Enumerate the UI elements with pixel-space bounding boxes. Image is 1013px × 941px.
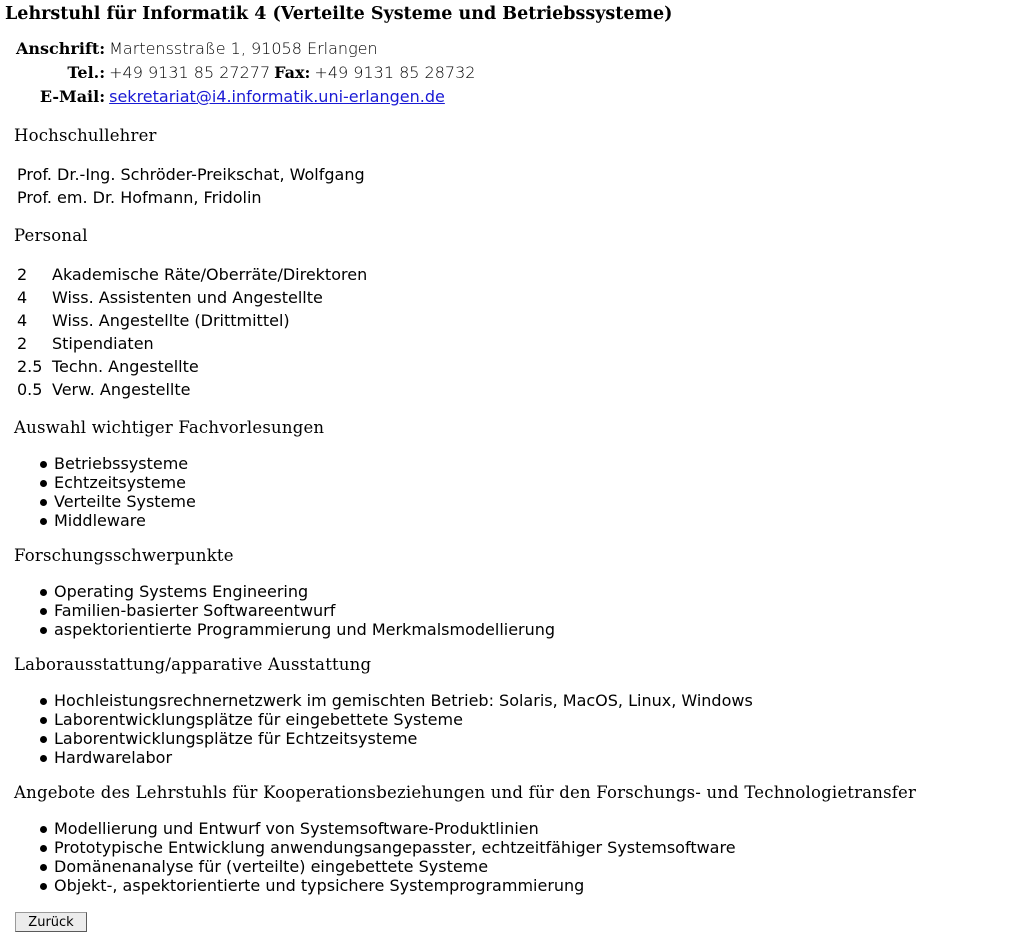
list-item: Domänenanalyse für (verteilte) eingebettete Systeme <box>38 857 736 876</box>
email-link[interactable]: sekretariat@i4.informatik.uni-erlangen.de <box>109 87 445 106</box>
staff-heading: Personal <box>14 226 88 245</box>
offers-list <box>38 819 736 895</box>
fax-value: +49 9131 85 28732 <box>314 63 476 82</box>
staff-label: Wiss. Angestellte (Drittmittel) <box>52 311 290 330</box>
staff-row <box>14 332 370 355</box>
staff-label: Wiss. Assistenten und Angestellte <box>52 288 323 307</box>
staff-count: 2 <box>17 334 28 353</box>
research-list <box>38 582 555 639</box>
list-item: Laborentwicklungsplätze für eingebettete Systeme <box>38 710 753 729</box>
staff-row <box>14 378 370 401</box>
staff-count: 4 <box>17 288 28 307</box>
staff-count: 4 <box>17 311 28 330</box>
list-item: Betriebssysteme <box>38 454 196 473</box>
staff-row <box>14 263 370 286</box>
staff-count: 2.5 <box>17 357 43 376</box>
contact-table <box>14 37 477 109</box>
staff-label: Akademische Räte/Oberräte/Direktoren <box>52 265 368 284</box>
email-label: E-Mail: <box>39 87 106 106</box>
staff-row <box>14 286 370 309</box>
lectures-list <box>38 454 196 530</box>
list-item: Prototypische Entwicklung anwendungsangepasster, echtzeitfähiger Systemsoftware <box>38 838 736 857</box>
list-item: Echtzeitsysteme <box>38 473 196 492</box>
list-item: Modellierung und Entwurf von Systemsoftware-Produktlinien <box>38 819 736 838</box>
lab-list <box>38 691 753 767</box>
offers-heading: Angebote des Lehrstuhls für Kooperationsbeziehungen und für den Forschungs- und Technologietransfer <box>14 783 917 802</box>
address-value: Martensstraße 1, 91058 Erlangen <box>109 39 378 58</box>
staff-row <box>14 355 370 378</box>
professor-item: Prof. Dr.-Ing. Schröder-Preikschat, Wolfgang <box>17 165 365 184</box>
staff-count: 0.5 <box>17 380 43 399</box>
list-item: Verteilte Systeme <box>38 492 196 511</box>
list-item: aspektorientierte Programmierung und Merkmalsmodellierung <box>38 620 555 639</box>
staff-label: Verw. Angestellte <box>52 380 191 399</box>
page-title: Lehrstuhl für Informatik 4 (Verteilte Systeme und Betriebssysteme) <box>5 4 673 24</box>
fax-label: Fax: <box>274 63 311 82</box>
list-item: Middleware <box>38 511 196 530</box>
research-heading: Forschungsschwerpunkte <box>14 546 234 565</box>
staff-count: 2 <box>17 265 28 284</box>
staff-label: Stipendiaten <box>52 334 154 353</box>
list-item: Hochleistungsrechnernetzwerk im gemischten Betrieb: Solaris, MacOS, Linux, Windows <box>38 691 753 710</box>
list-item: Hardwarelabor <box>38 748 753 767</box>
professor-item: Prof. em. Dr. Hofmann, Fridolin <box>17 188 262 207</box>
lectures-heading: Auswahl wichtiger Fachvorlesungen <box>14 418 325 437</box>
staff-row <box>14 309 370 332</box>
tel-value: +49 9131 85 27277 <box>109 63 271 82</box>
list-item: Operating Systems Engineering <box>38 582 555 601</box>
list-item: Objekt-, aspektorientierte und typsichere Systemprogrammierung <box>38 876 736 895</box>
list-item: Familien-basierter Softwareentwurf <box>38 601 555 620</box>
tel-label: Tel.: <box>67 63 106 82</box>
staff-label: Techn. Angestellte <box>52 357 199 376</box>
back-button[interactable]: Zurück <box>15 912 87 932</box>
lab-heading: Laborausstattung/apparative Ausstattung <box>14 655 372 674</box>
professors-heading: Hochschullehrer <box>14 126 157 145</box>
address-label: Anschrift: <box>16 39 106 58</box>
list-item: Laborentwicklungsplätze für Echtzeitsysteme <box>38 729 753 748</box>
professors-list <box>17 163 365 209</box>
staff-table <box>14 263 370 401</box>
